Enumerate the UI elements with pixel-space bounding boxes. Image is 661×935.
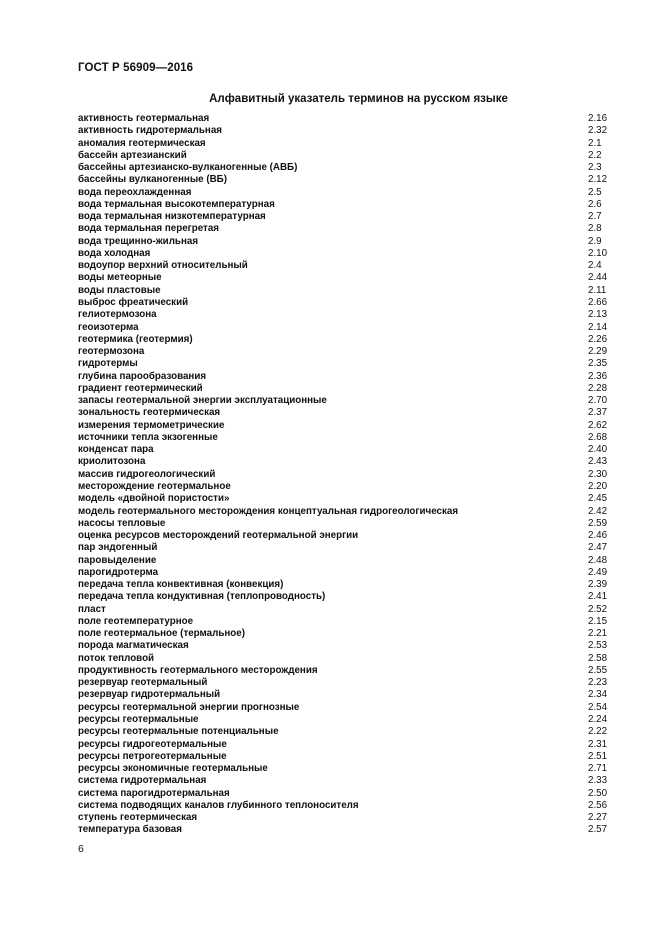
index-ref: 2.34 (588, 689, 608, 701)
index-ref: 2.55 (588, 664, 608, 676)
index-term: запасы геотермальной энергии эксплуатационные (78, 395, 327, 407)
index-ref: 2.53 (588, 640, 608, 652)
index-ref: 2.3 (588, 162, 602, 174)
index-ref: 2.36 (588, 370, 608, 382)
index-ref: 2.54 (588, 701, 608, 713)
index-entry (78, 640, 610, 652)
index-term: порода магматическая (78, 640, 189, 652)
index-entry (78, 702, 610, 714)
index-term: ресурсы петрогеотермальные (78, 750, 227, 762)
index-entry (78, 555, 610, 567)
index-entry (78, 506, 610, 518)
index-entry (78, 456, 610, 468)
index-term: зональность геотермическая (78, 407, 221, 419)
index-entry (78, 481, 610, 493)
index-ref: 2.15 (588, 615, 608, 627)
index-entry (78, 739, 610, 751)
index-entry (78, 358, 610, 370)
index-term: бассейны артезианско-вулканогенные (АВБ) (78, 162, 298, 174)
index-term: бассейн артезианский (78, 149, 187, 161)
index-ref: 2.10 (588, 247, 608, 259)
index-entry (78, 677, 610, 689)
index-entry (78, 260, 610, 272)
index-term: глубина парообразования (78, 370, 207, 382)
index-ref: 2.12 (588, 174, 608, 186)
index-ref: 2.28 (588, 382, 608, 394)
index-entry (78, 334, 610, 346)
index-term: гелиотермозона (78, 309, 157, 321)
index-term: вода переохлажденная (78, 186, 192, 198)
index-term: гидротермы (78, 358, 138, 370)
index-ref: 2.47 (588, 542, 608, 554)
index-term: ресурсы гидрогеотермальные (78, 738, 227, 750)
index-entry (78, 432, 610, 444)
index-term: измерения термометрические (78, 419, 225, 431)
index-ref: 2.49 (588, 566, 608, 578)
index-term: температура базовая (78, 824, 182, 836)
term-index-list (78, 113, 610, 837)
index-ref: 2.2 (588, 149, 602, 161)
index-entry (78, 199, 610, 211)
index-ref: 2.52 (588, 603, 608, 615)
index-ref: 2.5 (588, 186, 602, 198)
index-ref: 2.30 (588, 468, 608, 480)
index-entry (78, 665, 610, 677)
index-entry (78, 187, 610, 199)
index-ref: 2.45 (588, 493, 608, 505)
index-term: вода трещинно-жильная (78, 235, 199, 247)
index-entry (78, 812, 610, 824)
index-ref: 2.26 (588, 333, 608, 345)
index-term: система гидротермальная (78, 775, 207, 787)
index-term: вода термальная низкотемпературная (78, 211, 266, 223)
index-ref: 2.51 (588, 750, 608, 762)
index-entry (78, 616, 610, 628)
index-ref: 2.8 (588, 223, 602, 235)
index-entry (78, 763, 610, 775)
index-entry (78, 236, 610, 248)
index-term: резервуар гидротермальный (78, 689, 221, 701)
index-term: передача тепла конвективная (конвекция) (78, 579, 284, 591)
index-ref: 2.43 (588, 456, 608, 468)
index-term: аномалия геотермическая (78, 137, 206, 149)
index-ref: 2.68 (588, 431, 608, 443)
index-ref: 2.4 (588, 260, 602, 272)
index-entry (78, 628, 610, 640)
index-ref: 2.24 (588, 714, 608, 726)
index-entry (78, 285, 610, 297)
index-term: вода термальная перегретая (78, 223, 220, 235)
index-term: геоизотерма (78, 321, 139, 333)
index-term: поле геотермальное (термальное) (78, 628, 245, 640)
document-code: ГОСТ Р 56909—2016 (78, 62, 194, 74)
index-term: градиент геотермический (78, 382, 203, 394)
index-ref: 2.70 (588, 395, 608, 407)
index-entry (78, 371, 610, 383)
index-entry (78, 530, 610, 542)
index-entry (78, 162, 610, 174)
index-ref: 2.56 (588, 799, 608, 811)
index-entry (78, 248, 610, 260)
index-entry (78, 604, 610, 616)
index-ref: 2.23 (588, 677, 608, 689)
index-ref: 2.1 (588, 137, 602, 149)
index-entry (78, 272, 610, 284)
index-ref: 2.27 (588, 812, 608, 824)
index-term: паровыделение (78, 554, 157, 566)
index-ref: 2.59 (588, 517, 608, 529)
index-ref: 2.7 (588, 211, 602, 223)
index-entry (78, 125, 610, 137)
index-term: источники тепла экзогенные (78, 431, 218, 443)
index-term: модель «двойной пористости» (78, 493, 230, 505)
index-ref: 2.40 (588, 444, 608, 456)
index-ref: 2.42 (588, 505, 608, 517)
index-ref: 2.48 (588, 554, 608, 566)
index-ref: 2.29 (588, 346, 608, 358)
index-ref: 2.58 (588, 652, 608, 664)
index-entry (78, 579, 610, 591)
index-term: криолитозона (78, 456, 146, 468)
index-entry (78, 824, 610, 836)
index-ref: 2.33 (588, 775, 608, 787)
index-entry (78, 567, 610, 579)
index-term: массив гидрогеологический (78, 468, 216, 480)
index-entry (78, 726, 610, 738)
index-term: резервуар геотермальный (78, 677, 208, 689)
index-ref: 2.20 (588, 480, 608, 492)
index-ref: 2.31 (588, 738, 608, 750)
index-term: передача тепла кондуктивная (теплопроводность) (78, 591, 326, 603)
index-ref: 2.57 (588, 824, 608, 836)
index-term: ступень геотермическая (78, 812, 198, 824)
index-term: вода термальная высокотемпературная (78, 198, 275, 210)
index-ref: 2.46 (588, 530, 608, 542)
index-entry (78, 309, 610, 321)
index-entry (78, 322, 610, 334)
index-ref: 2.66 (588, 296, 608, 308)
index-ref: 2.9 (588, 235, 602, 247)
index-entry (78, 714, 610, 726)
index-entry (78, 113, 610, 125)
index-term: поле геотемпературное (78, 615, 194, 627)
index-entry (78, 150, 610, 162)
index-entry (78, 751, 610, 763)
index-term: парогидротерма (78, 566, 159, 578)
index-entry (78, 518, 610, 530)
index-entry (78, 788, 610, 800)
index-ref: 2.21 (588, 628, 608, 640)
index-entry (78, 395, 610, 407)
index-ref: 2.32 (588, 125, 608, 137)
index-ref: 2.39 (588, 579, 608, 591)
page-number: 6 (78, 843, 84, 855)
index-term: ресурсы экономичные геотермальные (78, 763, 268, 775)
index-term: выброс фреатический (78, 296, 189, 308)
index-ref: 2.37 (588, 407, 608, 419)
index-ref: 2.35 (588, 358, 608, 370)
index-entry (78, 493, 610, 505)
index-term: поток тепловой (78, 652, 155, 664)
index-entry (78, 211, 610, 223)
index-ref: 2.50 (588, 787, 608, 799)
index-entry (78, 653, 610, 665)
index-entry (78, 383, 610, 395)
index-ref: 2.11 (588, 284, 607, 296)
index-entry (78, 689, 610, 701)
index-entry (78, 469, 610, 481)
index-entry (78, 407, 610, 419)
index-term: бассейны вулканогенные (ВБ) (78, 174, 227, 186)
index-entry (78, 591, 610, 603)
index-ref: 2.16 (588, 113, 608, 124)
index-term: продуктивность геотермального месторождения (78, 664, 318, 676)
index-term: геотермозона (78, 346, 145, 358)
index-term: ресурсы геотермальные (78, 714, 199, 726)
index-term: ресурсы геотермальной энергии прогнозные (78, 701, 300, 713)
index-ref: 2.6 (588, 198, 602, 210)
index-entry (78, 346, 610, 358)
index-term: активность гидротермальная (78, 125, 223, 137)
index-ref: 2.41 (588, 591, 608, 603)
index-ref: 2.22 (588, 726, 608, 738)
index-term: насосы тепловые (78, 517, 166, 529)
index-term: система парогидротермальная (78, 787, 230, 799)
index-term: вода холодная (78, 247, 151, 259)
index-term: воды метеорные (78, 272, 162, 284)
index-term: пар эндогенный (78, 542, 158, 554)
index-ref: 2.14 (588, 321, 608, 333)
index-term: пласт (78, 603, 106, 615)
index-entry (78, 800, 610, 812)
index-entry (78, 420, 610, 432)
index-entry (78, 542, 610, 554)
index-term: ресурсы геотермальные потенциальные (78, 726, 279, 738)
index-term: модель геотермального месторождения концептуальная гидрогеологическая (78, 505, 459, 517)
index-title: Алфавитный указатель терминов на русском языке (209, 93, 508, 105)
index-term: водоупор верхний относительный (78, 260, 248, 272)
index-entry (78, 138, 610, 150)
index-ref: 2.13 (588, 309, 608, 321)
index-term: оценка ресурсов месторождений геотермальной энергии (78, 530, 359, 542)
index-entry (78, 297, 610, 309)
index-ref: 2.44 (588, 272, 608, 284)
index-entry (78, 174, 610, 186)
index-term: активность геотермальная (78, 113, 210, 124)
index-term: конденсат пара (78, 444, 154, 456)
index-term: месторождение геотермальное (78, 480, 231, 492)
index-ref: 2.71 (588, 763, 608, 775)
index-entry (78, 223, 610, 235)
index-term: система подводящих каналов глубинного теплоносителя (78, 799, 359, 811)
index-term: геотермика (геотермия) (78, 333, 193, 345)
index-entry (78, 775, 610, 787)
index-term: воды пластовые (78, 284, 161, 296)
index-ref: 2.62 (588, 419, 608, 431)
index-entry (78, 444, 610, 456)
